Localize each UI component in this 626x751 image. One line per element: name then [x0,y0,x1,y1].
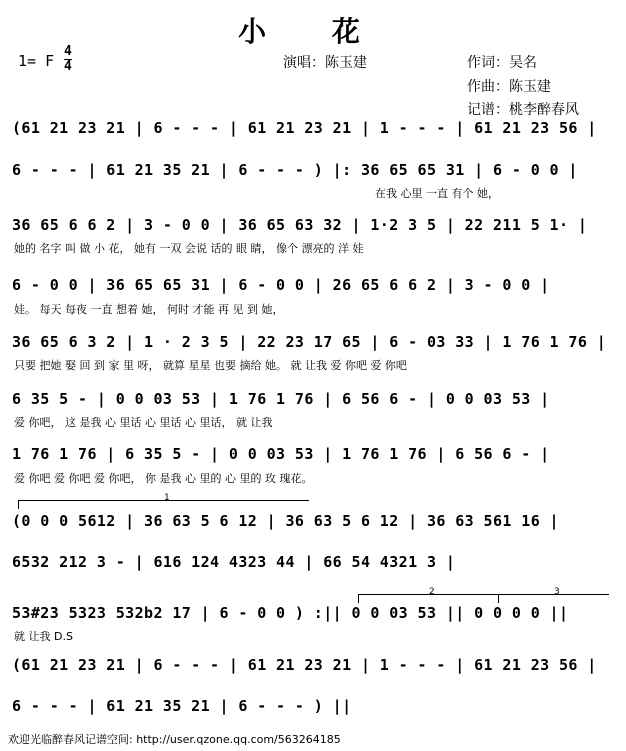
score-line-10: 53#23 5323 532b2 17 | 6 - 0 0 ) :|| 0 0 03 53 || 0 0 0 0 || [12,604,569,622]
lyric-line-5: 只要 把她 娶 回 到 家 里 呀， 就算 星星 也要 摘给 她。 就 让我 爱 你吧 爱 你吧 [14,359,407,372]
volta-1 [18,493,309,509]
volta-3 [498,587,609,603]
song-title: 小 花 [238,15,388,48]
volta-2 [358,587,499,603]
score-line-6: 6 35 5 - | 0 0 03 53 | 1 76 1 76 | 6 56 6 - | 0 0 03 53 | [12,390,550,408]
lyric-line-3: 她的 名字 叫 做 小 花， 她有 一双 会说 话的 眼 睛， 像个 漂亮的 洋 娃 [14,242,364,255]
time-signature-bottom: 4 [64,59,72,74]
lyricist-credit: 作词：吴名 [467,55,537,71]
lyric-line-6: 爱 你吧， 这 是我 心 里话 心 里话 心 里话， 就 让我 [14,416,273,429]
score-line-2: 6 - - - | 61 21 35 21 | 6 - - - ) |: 36 65 65 31 | 6 - 0 0 | [12,161,578,179]
key-signature: 1= F [18,52,55,70]
time-signature-top: 4 [64,44,72,59]
volta-1-number: 1 [164,493,170,503]
score-line-3: 36 65 6 6 2 | 3 - 0 0 | 36 65 63 32 | 1·2 3 5 | 22 211 5 1· | [12,216,588,234]
singer-credit: 演唱：陈玉建 [283,55,367,71]
score-line-7: 1 76 1 76 | 6 35 5 - | 0 0 03 53 | 1 76 1 76 | 6 56 6 - | [12,445,550,463]
score-line-9: 6532 212 3 - | 616 124 4323 44 | 66 54 4321 3 | [12,553,456,571]
time-signature [64,46,72,73]
score-line-8: (0 0 0 5612 | 36 63 5 6 12 | 36 63 5 6 12 | 36 63 561 16 | [12,512,559,530]
transcriber-credit: 记谱：桃李醉春风 [467,102,579,118]
volta-3-number: 3 [554,587,560,597]
lyric-line-7: 爱 你吧 爱 你吧 爱 你吧， 你 是我 心 里的 心 里的 玫 瑰花。 [14,472,313,485]
volta-2-number: 2 [429,587,435,597]
score-line-11: (61 21 23 21 | 6 - - - | 61 21 23 21 | 1 - - - | 61 21 23 56 | [12,656,597,674]
score-line-1: (61 21 23 21 | 6 - - - | 61 21 23 21 | 1 - - - | 61 21 23 56 | [12,119,597,137]
footer-url-text: 欢迎光临醉春风记谱空间: http://user.qzone.qq.com/563264185 [8,733,341,746]
score-line-5: 36 65 6 3 2 | 1 · 2 3 5 | 22 23 17 65 | 6 - 03 33 | 1 76 1 76 | [12,333,607,351]
score-line-12: 6 - - - | 61 21 35 21 | 6 - - - ) || [12,697,352,715]
lyric-line-2: 在我 心里 一直 有个 她， [375,187,499,200]
lyric-line-10: 就 让我 D.S [14,630,73,643]
composer-credit: 作曲：陈玉建 [467,79,551,95]
lyric-line-4: 娃。 每天 每夜 一直 想着 她， 何时 才能 再 见 到 她， [14,303,284,316]
score-line-4: 6 - 0 0 | 36 65 65 31 | 6 - 0 0 | 26 65 6 6 2 | 3 - 0 0 | [12,276,550,294]
